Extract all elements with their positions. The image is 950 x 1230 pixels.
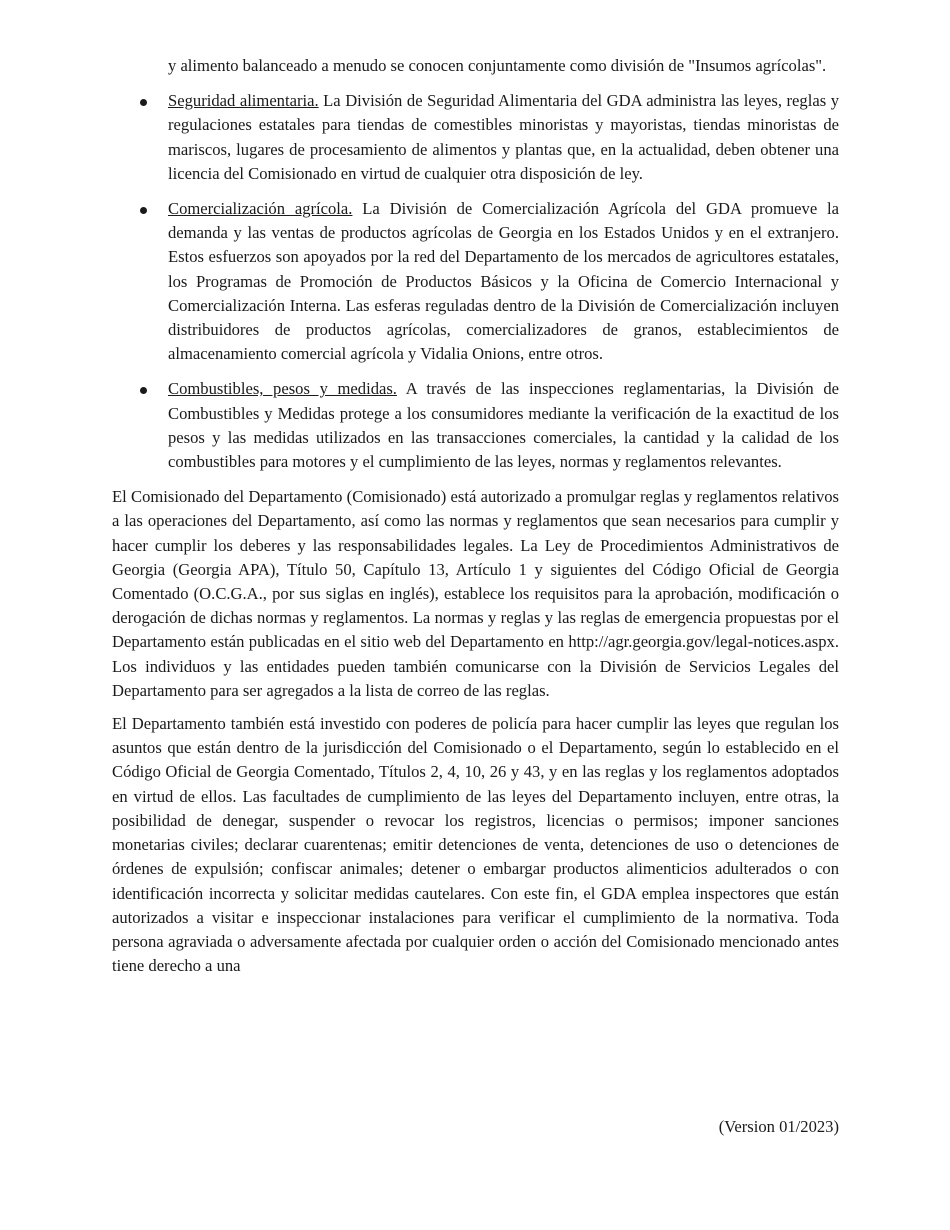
list-item-seguridad-alimentaria: [112, 89, 839, 186]
term-combustibles-pesos-medidas: Combustibles, pesos y medidas.: [168, 379, 397, 399]
continuation-text: y alimento balanceado a menudo se conocen conjuntamente como división de "Insumos agrícolas".: [168, 56, 827, 75]
bullet-icon: [140, 387, 147, 394]
bullet-icon: [140, 207, 147, 214]
document-page: [112, 54, 839, 987]
list-item-combustibles-pesos-medidas: [112, 377, 839, 474]
description-comercializacion-agricola: La División de Comercialización Agrícola del GDA promueve la demanda y las ventas de productos agrícolas de Georgia en los Estados Unidos y en el extranjero. Estos esfuerzos son apoyados por la red del Departamento de los mercados de agricultores estatales, los Programas de Promoción de Productos Básicos y la Oficina de Comercio Internacional y Comercialización Interna. Las esferas reguladas dentro de la División de Comercialización incluyen distribuidores de productos agrícolas, comercializadores de granos, establecimientos de almacenamiento comercial agrícola y Vidalia Onions, entre otros.: [168, 199, 839, 364]
list-item-comercializacion-agricola: [112, 197, 839, 366]
term-seguridad-alimentaria: Seguridad alimentaria.: [168, 91, 319, 111]
paragraph-poderes-policia: El Departamento también está investido con poderes de policía para hacer cumplir las leyes que regulan los asuntos que están dentro de la jurisdicción del Comisionado o el Departamento, según lo establecido en el Código Oficial de Georgia Comentado, Títulos 2, 4, 10, 26 y 43, y en las reglas y los reglamentos adoptados en virtud de ellos. Las facultades de cumplimiento de las leyes del Departamento incluyen, entre otras, la posibilidad de denegar, suspender o revocar los registros, licencias o permisos; imponer sanciones monetarias civiles; declarar cuarentenas; emitir detenciones de venta, detenciones de uso o detenciones de órdenes de expulsión; confiscar animales; detener o embargar productos alimenticios adulterados o con identificación incorrecta y solicitar medidas cautelares. Con este fin, el GDA emplea inspectores que están autorizados a visitar e inspeccionar instalaciones para verificar el cumplimiento de la normativa. Toda persona agraviada o adversamente afectada por cualquier orden o acción del Comisionado mencionado antes tiene derecho a una: [112, 714, 839, 976]
paragraph-comisionado: El Comisionado del Departamento (Comisionado) está autorizado a promulgar reglas y reglamentos relativos a las operaciones del Departamento, así como las normas y reglamentos que sean necesarios para cumplir y hacer cumplir los deberes y las responsabilidades legales. La Ley de Procedimientos Administrativos de Georgia (Georgia APA), Título 50, Capítulo 13, Artículo 1 y siguientes del Código Oficial de Georgia Comentado (O.C.G.A., por sus siglas en inglés), establece los requisitos para la aprobación, modificación o derogación de dichas normas y reglamentos. La normas y reglas y las reglas de emergencia propuestas por el Departamento están publicadas en el sitio web del Departamento en http://agr.georgia.gov/legal-notices.aspx. Los individuos y las entidades pueden también comunicarse con la División de Servicios Legales del Departamento para ser agregados a la lista de correo de las reglas.: [112, 487, 839, 700]
description-seguridad-alimentaria: La División de Seguridad Alimentaria del GDA administra las leyes, reglas y regulaciones estatales para tiendas de comestibles minoristas y mayoristas, tiendas minoristas de mariscos, lugares de procesamiento de alimentos y plantas que, en la actualidad, deben obtener una licencia del Comisionado en virtud de cualquier otra disposición de ley.: [168, 91, 839, 183]
version-footer: (Version 01/2023): [718, 1117, 839, 1136]
description-combustibles-pesos-medidas: A través de las inspecciones reglamentarias, la División de Combustibles y Medidas protege a los consumidores mediante la verificación de la exactitud de los pesos y las medidas utilizados en las transacciones comerciales, la cantidad y la calidad de los combustibles para motores y el cumplimiento de las leyes, normas y reglamentos relevantes.: [168, 379, 839, 472]
bullet-icon: [140, 99, 147, 106]
term-comercializacion-agricola: Comercialización agrícola.: [168, 199, 353, 219]
division-list: [112, 89, 839, 474]
